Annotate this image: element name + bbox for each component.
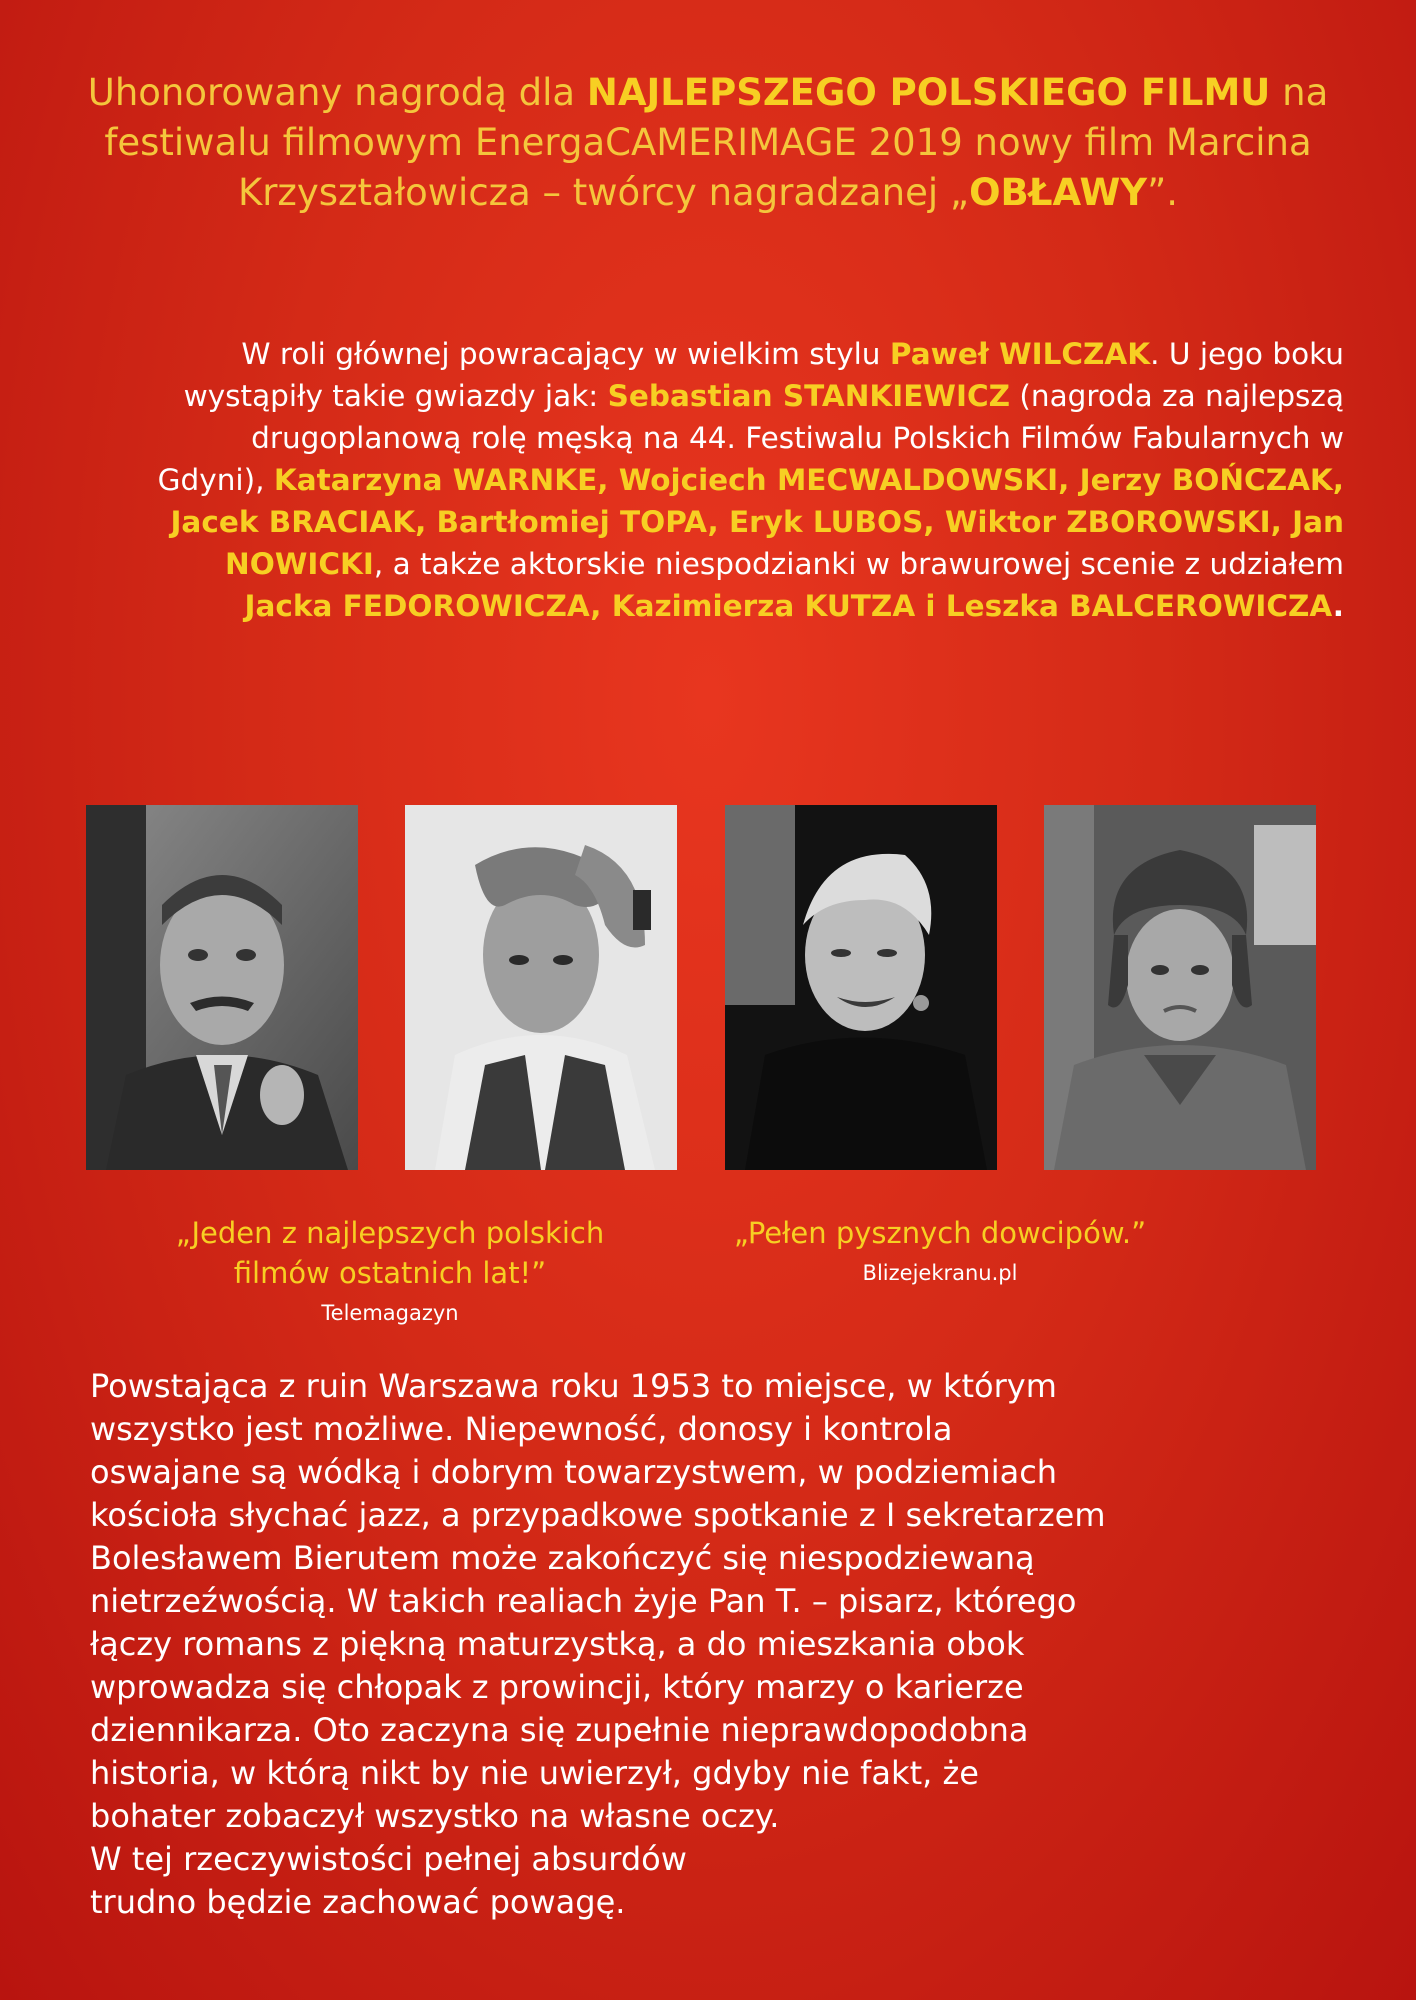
cast-photo-2 [405, 805, 677, 1170]
synopsis-line: łączy romans z piękną maturzystką, a do mieszkania obok [90, 1625, 1025, 1663]
quote-source: Blizejekranu.pl [862, 1261, 1018, 1285]
cast-text-1: W roli głównej powracający w wielkim stylu [241, 337, 890, 371]
cast-photo-1 [86, 805, 358, 1170]
cast-photo-3 [725, 805, 997, 1170]
synopsis-line: nietrzeźwością. W takich realiach żyje Pan T. – pisarz, którego [90, 1582, 1077, 1620]
intro-paragraph [80, 68, 1336, 218]
synopsis-line: Bolesławem Bierutem może zakończyć się niespodziewaną [90, 1539, 1035, 1577]
synopsis-line: kościoła słychać jazz, a przypadkowe spotkanie z I sekretarzem [90, 1496, 1106, 1534]
previous-film-title: OBŁAWY [969, 171, 1148, 214]
intro-text-2: na festiwalu filmowym EnergaCAMERIMAGE 2019 nowy film Marcina Krzyształowicza – twórcy nagradzanej „ [104, 71, 1329, 214]
intro-text-1: Uhonorowany nagrodą dla [87, 71, 587, 114]
quote-text: „Pełen pysznych dowcipów.” [733, 1216, 1147, 1250]
cast-text-5: . [1332, 589, 1344, 623]
synopsis-line: oswajane są wódką i dobrym towarzystwem, w podziemiach [90, 1453, 1058, 1491]
cameo-list: Jacka FEDOROWICZA, Kazimierza KUTZA i Leszka BALCEROWICZA [244, 589, 1333, 623]
synopsis-line: W tej rzeczywistości pełnej absurdów [90, 1840, 687, 1878]
award-highlight: NAJLEPSZEGO POLSKIEGO FILMU [586, 71, 1271, 114]
review-quote-2 [730, 1213, 1150, 1291]
cast-photo-4 [1044, 805, 1316, 1170]
synopsis-paragraph [90, 1365, 1350, 1924]
cast-text-4: , a także aktorskie niespodzianki w brawurowej scenie z udziałem [373, 547, 1344, 581]
synopsis-line: wprowadza się chłopak z prowincji, który marzy o karierze [90, 1668, 1024, 1706]
photo-man-moustache [86, 805, 358, 1170]
synopsis-line: trudno będzie zachować powagę. [90, 1883, 626, 1921]
photo-man-hands-on-head [405, 805, 677, 1170]
cast-photo-strip [86, 805, 1314, 1170]
synopsis-line: bohater zobaczył wszystko na własne oczy. [90, 1797, 780, 1835]
supporting-actor: Sebastian STANKIEWICZ [607, 379, 1010, 413]
synopsis-line: dziennikarza. Oto zaczyna się zupełnie nieprawdopodobna [90, 1711, 1029, 1749]
synopsis-line: historia, w którą nikt by nie uwierzył, gdyby nie fakt, że [90, 1754, 979, 1792]
cast-text-3: (nagroda za najlepszą drugoplanową rolę męską na 44. Festiwalu Polskich Filmów Fabularnych w Gdyni), [157, 379, 1344, 497]
synopsis-line: Powstająca z ruin Warszawa roku 1953 to miejsce, w którym [90, 1367, 1057, 1405]
quote-text: „Jeden z najlepszych polskich filmów ostatnich lat!” [175, 1216, 605, 1290]
photo-woman-smiling [725, 805, 997, 1170]
quote-source: Telemagazyn [321, 1301, 459, 1325]
cast-paragraph [144, 333, 1344, 627]
lead-actor: Paweł WILCZAK [889, 337, 1151, 371]
cast-text-2: . U jego boku wystąpiły takie gwiazdy jak: [183, 337, 1344, 413]
photo-man-fur-hat [1044, 805, 1316, 1170]
review-quote-1 [140, 1213, 640, 1331]
synopsis-line: wszystko jest możliwe. Niepewność, donosy i kontrola [90, 1410, 953, 1448]
intro-text-3: ”. [1147, 171, 1179, 214]
star-list: Katarzyna WARNKE, Wojciech MECWALDOWSKI, Jerzy BOŃCZAK, Jacek BRACIAK, Bartłomiej TOPA, Eryk LUBOS, Wiktor ZBOROWSKI, Jan NOWICKI [170, 463, 1344, 581]
